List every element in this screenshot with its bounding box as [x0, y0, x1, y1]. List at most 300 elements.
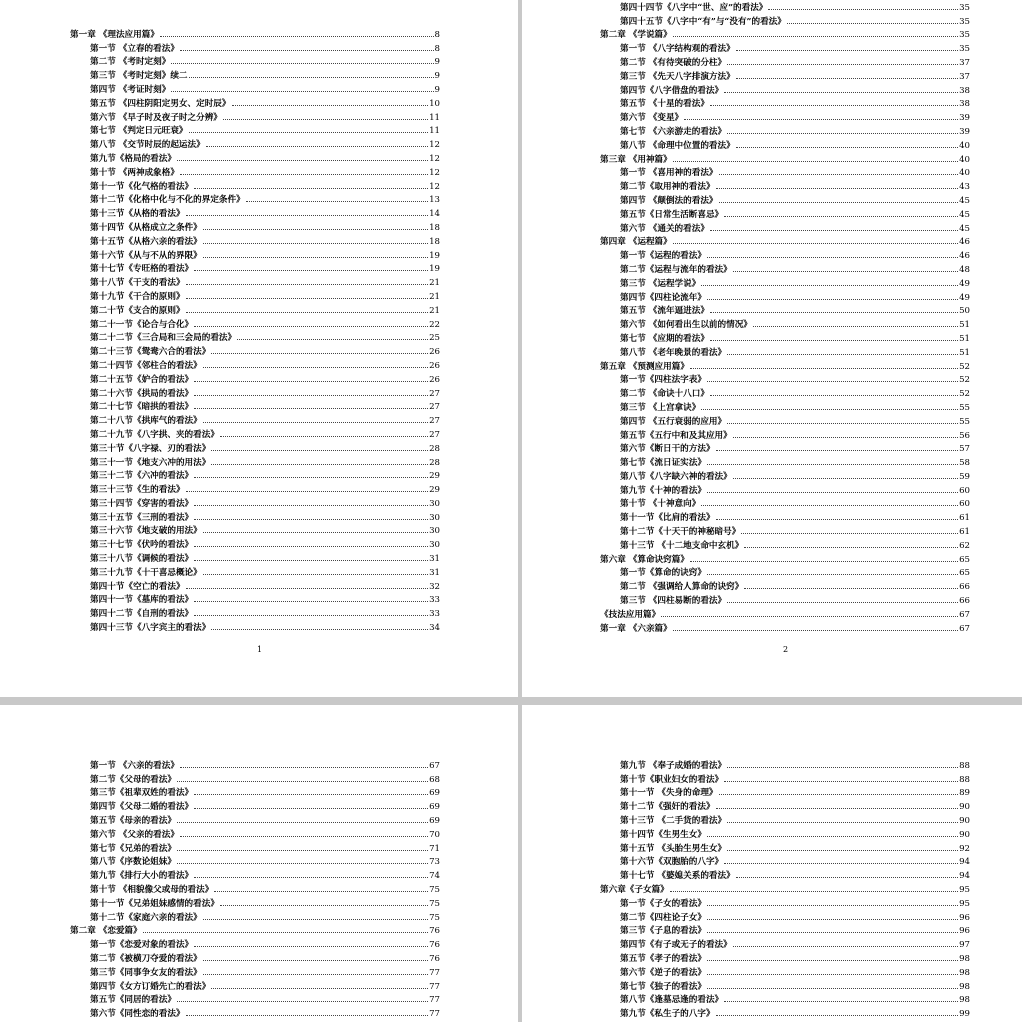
entry-title: 第一节《运程的看法》: [620, 251, 706, 262]
entry-page-number: 33: [429, 609, 440, 620]
toc-section-entry[interactable]: [600, 385, 970, 399]
entry-title: 第十一节《化气格的看法》: [90, 181, 194, 192]
toc-section-entry[interactable]: [600, 137, 970, 151]
toc-section-entry[interactable]: [600, 40, 970, 54]
entry-page-number: 30: [429, 526, 440, 537]
toc-section-entry[interactable]: [600, 523, 970, 537]
toc-section-entry[interactable]: [70, 440, 440, 454]
entry-title: 第十三节 《二手货的看法》: [620, 815, 727, 826]
toc-section-entry[interactable]: [70, 302, 440, 316]
dot-leader: [744, 588, 958, 589]
entry-title: 第十三节《从格的看法》: [90, 209, 185, 220]
toc-section-entry[interactable]: [600, 247, 970, 261]
toc-section-entry[interactable]: [600, 275, 970, 289]
dot-leader: [186, 298, 429, 299]
dot-leader: [753, 326, 958, 327]
entry-page-number: 31: [429, 554, 440, 565]
entry-page-number: 26: [429, 360, 440, 371]
toc-section-entry[interactable]: [70, 619, 440, 633]
entry-title: 第二节《运程与流年的看法》: [620, 264, 732, 275]
toc-chapter-entry[interactable]: [600, 358, 970, 372]
dot-leader: [787, 23, 958, 24]
toc-section-entry[interactable]: [600, 96, 970, 110]
entry-page-number: 61: [959, 527, 970, 538]
entry-title: 第十三节 《十二地支命中玄机》: [620, 540, 744, 551]
toc-section-entry[interactable]: [600, 798, 970, 812]
toc-section-entry[interactable]: [70, 426, 440, 440]
entry-page-number: 26: [429, 374, 440, 385]
entry-title: 第八节 《交节时辰的起运法》: [90, 140, 205, 151]
toc-chapter-entry[interactable]: [600, 606, 970, 620]
toc-section-entry[interactable]: [600, 812, 970, 826]
dot-leader: [186, 588, 429, 589]
dot-leader: [220, 905, 428, 906]
toc-section-entry[interactable]: [70, 771, 440, 785]
entry-page-number: 97: [959, 940, 970, 951]
entry-page-number: 11: [429, 112, 440, 123]
toc-section-entry[interactable]: [70, 605, 440, 619]
toc-section-entry[interactable]: [70, 536, 440, 550]
toc-section-entry[interactable]: [70, 412, 440, 426]
toc-section-entry[interactable]: [70, 330, 440, 344]
dot-leader: [194, 381, 428, 382]
entry-page-number: 65: [959, 554, 970, 565]
entry-title: 第十六节《从与不从的界限》: [90, 250, 202, 261]
toc-chapter-entry[interactable]: [600, 27, 970, 41]
toc-section-entry[interactable]: [70, 399, 440, 413]
dot-leader: [701, 285, 958, 286]
entry-page-number: 90: [959, 829, 970, 840]
entry-title: 第六章 《算命诀窍篇》: [600, 554, 689, 565]
entry-title: 第五节《五行中和及其应用》: [620, 430, 732, 441]
dot-leader: [724, 863, 958, 864]
toc-section-entry[interactable]: [70, 136, 440, 150]
toc-chapter-entry[interactable]: [70, 26, 440, 40]
toc-section-entry[interactable]: [70, 798, 440, 812]
dot-leader: [716, 519, 959, 520]
entry-title: 第三节《祖辈双姓的看法》: [90, 788, 194, 799]
entry-title: 第五节 《四柱阴阳定男女、定时辰》: [90, 98, 231, 109]
entry-page-number: 35: [959, 16, 970, 27]
entry-page-number: 48: [959, 264, 970, 275]
toc-section-entry[interactable]: [600, 468, 970, 482]
toc-section-entry[interactable]: [600, 840, 970, 854]
entry-page-number: 69: [429, 802, 440, 813]
toc-section-entry[interactable]: [600, 316, 970, 330]
dot-leader: [177, 850, 428, 851]
toc-section-entry[interactable]: [70, 495, 440, 509]
toc-section-entry[interactable]: [600, 978, 970, 992]
toc-section-entry[interactable]: [70, 481, 440, 495]
entry-page-number: 37: [959, 57, 970, 68]
toc-section-entry[interactable]: [600, 909, 970, 923]
toc-section-entry[interactable]: [70, 578, 440, 592]
entry-page-number: 39: [959, 126, 970, 137]
entry-title: 第三十六节《地支破的用法》: [90, 526, 202, 537]
toc-section-entry[interactable]: [70, 95, 440, 109]
toc-section-entry[interactable]: [600, 192, 970, 206]
dot-leader: [690, 368, 958, 369]
entry-page-number: 43: [959, 182, 970, 193]
entry-title: 第三节 《先天八字排演方法》: [620, 71, 735, 82]
entry-title: 第五节 《流年逼进法》: [620, 306, 709, 317]
entry-title: 第八节《逢墓忌逢的看法》: [620, 995, 724, 1006]
toc-section-entry[interactable]: [70, 357, 440, 371]
page-number: 2: [783, 645, 789, 654]
entry-title: 第三章 《用神篇》: [600, 154, 672, 165]
toc-section-entry[interactable]: [70, 385, 440, 399]
entry-title: 第十一节《比肩的看法》: [620, 513, 715, 524]
toc-section-entry[interactable]: [70, 274, 440, 288]
entry-title: 第四节《有子或无子的看法》: [620, 940, 732, 951]
toc-section-entry[interactable]: [600, 950, 970, 964]
dot-leader: [203, 367, 428, 368]
toc-section-entry[interactable]: [600, 123, 970, 137]
entry-page-number: 35: [959, 30, 970, 41]
toc-section-entry[interactable]: [70, 992, 440, 1006]
toc-section-entry[interactable]: [600, 261, 970, 275]
entry-page-number: 70: [429, 829, 440, 840]
entry-page-number: 52: [959, 361, 970, 372]
dot-leader: [186, 491, 429, 492]
dot-leader: [719, 174, 959, 175]
toc-chapter-entry[interactable]: [600, 881, 970, 895]
toc-section-entry[interactable]: [600, 372, 970, 386]
toc-section-entry[interactable]: [70, 164, 440, 178]
toc-section-entry[interactable]: [70, 812, 440, 826]
dot-leader: [724, 781, 958, 782]
entry-title: 第四十三节《八字宾主的看法》: [90, 623, 211, 634]
entry-title: 第四节 《颠倒法的看法》: [620, 195, 718, 206]
toc-section-entry[interactable]: [70, 343, 440, 357]
toc-chapter-entry[interactable]: [600, 151, 970, 165]
toc-section-entry[interactable]: [600, 964, 970, 978]
entry-title: 第五节《同居的看法》: [90, 995, 176, 1006]
toc-section-entry[interactable]: [600, 165, 970, 179]
entry-title: 第十节《职业妇女的看法》: [620, 774, 724, 785]
dot-leader: [160, 36, 434, 37]
dot-leader: [724, 216, 958, 217]
entry-page-number: 49: [959, 278, 970, 289]
toc-section-entry[interactable]: [600, 441, 970, 455]
entry-title: 第三十九节《十干喜忌概论》: [90, 567, 202, 578]
dot-leader: [220, 436, 428, 437]
entry-title: 第一章 《六亲篇》: [600, 623, 672, 634]
entry-page-number: 9: [434, 57, 440, 68]
toc-section-entry[interactable]: [600, 0, 970, 13]
dot-leader: [736, 877, 958, 878]
toc-chapter-entry[interactable]: [600, 234, 970, 248]
dot-leader: [710, 230, 958, 231]
dot-leader: [203, 574, 428, 575]
entry-page-number: 31: [429, 567, 440, 578]
toc-section-entry[interactable]: [70, 316, 440, 330]
toc-section-entry[interactable]: [70, 67, 440, 81]
toc-section-entry[interactable]: [70, 54, 440, 68]
toc-section-entry[interactable]: [600, 399, 970, 413]
entry-title: 第十五节 《头胎生男生女》: [620, 843, 727, 854]
entry-page-number: 38: [959, 99, 970, 110]
entry-page-number: 77: [429, 981, 440, 992]
entry-page-number: 77: [429, 995, 440, 1006]
entry-page-number: 12: [429, 181, 440, 192]
toc-section-entry[interactable]: [70, 592, 440, 606]
dot-leader: [710, 340, 958, 341]
entry-page-number: 28: [429, 457, 440, 468]
entry-title: 《技法应用篇》: [600, 609, 661, 620]
toc-section-entry[interactable]: [70, 205, 440, 219]
toc-section-entry[interactable]: [600, 496, 970, 510]
toc-section-entry[interactable]: [70, 288, 440, 302]
entry-title: 第三十八节《调候的看法》: [90, 554, 194, 565]
toc-section-entry[interactable]: [70, 854, 440, 868]
entry-page-number: 30: [429, 512, 440, 523]
dot-leader: [727, 822, 958, 823]
dot-leader: [171, 91, 433, 92]
toc-section-entry[interactable]: [600, 936, 970, 950]
toc-section-entry[interactable]: [70, 826, 440, 840]
toc-section-entry[interactable]: [70, 895, 440, 909]
toc-section-entry[interactable]: [600, 303, 970, 317]
toc-section-entry[interactable]: [70, 909, 440, 923]
toc-page-4: [522, 705, 1022, 1022]
dot-leader: [707, 464, 958, 465]
dot-leader: [186, 284, 429, 285]
dot-leader: [724, 1001, 958, 1002]
dot-leader: [701, 505, 958, 506]
toc-chapter-entry[interactable]: [600, 551, 970, 565]
toc-section-entry[interactable]: [70, 261, 440, 275]
entry-page-number: 19: [429, 250, 440, 261]
toc-section-entry[interactable]: [70, 840, 440, 854]
toc-section-entry[interactable]: [600, 220, 970, 234]
toc-section-entry[interactable]: [600, 992, 970, 1006]
entry-page-number: 8: [434, 29, 440, 40]
toc-section-entry[interactable]: [600, 1005, 970, 1019]
toc-section-entry[interactable]: [600, 578, 970, 592]
entry-title: 第一节 《八字结构观的看法》: [620, 44, 735, 55]
toc-section-entry[interactable]: [600, 895, 970, 909]
toc-section-entry[interactable]: [70, 109, 440, 123]
toc-section-entry[interactable]: [600, 537, 970, 551]
dot-leader: [189, 77, 434, 78]
toc-section-entry[interactable]: [70, 785, 440, 799]
toc-section-entry[interactable]: [600, 206, 970, 220]
toc-section-entry[interactable]: [70, 123, 440, 137]
dot-leader: [194, 519, 428, 520]
entry-title: 第十一节 《失身的命理》: [620, 788, 718, 799]
toc-section-entry[interactable]: [70, 150, 440, 164]
entry-title: 第四十一节《墓库的看法》: [90, 595, 194, 606]
toc-section-entry[interactable]: [600, 413, 970, 427]
entry-title: 第二节《四柱论子女》: [620, 912, 706, 923]
dot-leader: [727, 354, 958, 355]
toc-section-entry[interactable]: [70, 978, 440, 992]
toc-section-entry[interactable]: [70, 247, 440, 261]
dot-leader: [716, 1015, 959, 1016]
page-number: 1: [257, 645, 263, 654]
dot-leader: [727, 767, 958, 768]
toc-section-entry[interactable]: [600, 344, 970, 358]
toc-section-entry[interactable]: [70, 178, 440, 192]
entry-title: 第十四节《从格成立之条件》: [90, 222, 202, 233]
toc-section-entry[interactable]: [600, 785, 970, 799]
toc-section-entry[interactable]: [600, 565, 970, 579]
toc-section-entry[interactable]: [600, 109, 970, 123]
entry-page-number: 66: [959, 582, 970, 593]
toc-section-entry[interactable]: [600, 54, 970, 68]
toc-section-entry[interactable]: [600, 482, 970, 496]
toc-section-entry[interactable]: [70, 219, 440, 233]
entry-page-number: 18: [429, 236, 440, 247]
entry-title: 第三节 《上宫拿诀》: [620, 402, 701, 413]
entry-title: 第四节《四柱论流年》: [620, 292, 706, 303]
dot-leader: [710, 395, 958, 396]
entry-title: 第三十一节《地支六冲的用法》: [90, 457, 211, 468]
dot-leader: [716, 808, 959, 809]
toc-section-entry[interactable]: [70, 371, 440, 385]
entry-title: 第二十九节《八字拱、夹的看法》: [90, 429, 219, 440]
entry-title: 第十节 《相貌像父或母的看法》: [90, 884, 214, 895]
dot-leader: [203, 919, 428, 920]
toc-section-entry[interactable]: [600, 13, 970, 27]
toc-section-entry[interactable]: [600, 178, 970, 192]
dot-leader: [736, 50, 958, 51]
dot-leader: [211, 464, 428, 465]
toc-section-entry[interactable]: [70, 950, 440, 964]
toc-section-entry[interactable]: [600, 454, 970, 468]
entry-page-number: 55: [959, 416, 970, 427]
entry-page-number: 75: [429, 912, 440, 923]
toc-section-entry[interactable]: [70, 81, 440, 95]
entry-page-number: 21: [429, 305, 440, 316]
toc-section-entry[interactable]: [600, 427, 970, 441]
entry-title: 第六节 《变星》: [620, 113, 684, 124]
entry-title: 第四十四节《八字中“世、应”的看法》: [620, 2, 768, 13]
entry-page-number: 13: [429, 195, 440, 206]
entry-title: 第五节《孝子的看法》: [620, 953, 706, 964]
dot-leader: [186, 1015, 429, 1016]
toc-section-entry[interactable]: [70, 1005, 440, 1019]
toc-section-entry[interactable]: [600, 82, 970, 96]
toc-section-entry[interactable]: [70, 192, 440, 206]
toc-section-entry[interactable]: [70, 964, 440, 978]
entry-page-number: 21: [429, 278, 440, 289]
entry-title: 第一节 《立春的看法》: [90, 43, 179, 54]
dot-leader: [707, 574, 958, 575]
toc-section-entry[interactable]: [70, 564, 440, 578]
toc-section-entry[interactable]: [70, 936, 440, 950]
entry-title: 第八节《八字缺六神的看法》: [620, 471, 732, 482]
dot-leader: [180, 836, 428, 837]
entry-page-number: 46: [959, 251, 970, 262]
toc-section-entry[interactable]: [70, 550, 440, 564]
dot-leader: [701, 409, 958, 410]
entry-title: 第四节 《五行衰弱的应用》: [620, 416, 727, 427]
entry-page-number: 9: [434, 84, 440, 95]
dot-leader: [707, 492, 958, 493]
dot-leader: [180, 767, 428, 768]
toc-section-entry[interactable]: [600, 826, 970, 840]
entry-page-number: 29: [429, 471, 440, 482]
dot-leader: [707, 960, 958, 961]
toc-section-entry[interactable]: [70, 867, 440, 881]
dot-leader: [194, 408, 428, 409]
entry-title: 第十二节《强奸的看法》: [620, 802, 715, 813]
toc-list: [600, 0, 970, 634]
dot-leader: [733, 271, 958, 272]
toc-section-entry[interactable]: [70, 40, 440, 54]
toc-section-entry[interactable]: [600, 68, 970, 82]
toc-section-entry[interactable]: [70, 509, 440, 523]
dot-leader: [203, 422, 428, 423]
dot-leader: [237, 339, 428, 340]
entry-title: 第三十三节《生的看法》: [90, 485, 185, 496]
entry-page-number: 92: [959, 843, 970, 854]
toc-section-entry[interactable]: [600, 923, 970, 937]
toc-section-entry[interactable]: [600, 771, 970, 785]
dot-leader: [177, 863, 428, 864]
toc-section-entry[interactable]: [600, 289, 970, 303]
dot-leader: [203, 532, 428, 533]
toc-section-entry[interactable]: [600, 509, 970, 523]
entry-title: 第四章 《运程篇》: [600, 237, 672, 248]
entry-page-number: 99: [959, 1009, 970, 1020]
toc-page-2: [522, 0, 1022, 697]
toc-section-entry[interactable]: [600, 592, 970, 606]
entry-page-number: 76: [429, 953, 440, 964]
entry-title: 第十节 《十神意向》: [620, 499, 701, 510]
toc-section-entry[interactable]: [600, 757, 970, 771]
entry-page-number: 52: [959, 375, 970, 386]
entry-page-number: 37: [959, 71, 970, 82]
dot-leader: [194, 615, 428, 616]
toc-chapter-entry[interactable]: [600, 620, 970, 634]
toc-section-entry[interactable]: [70, 468, 440, 482]
toc-section-entry[interactable]: [600, 330, 970, 344]
entry-title: 第三节 《考时定刻》续二: [90, 71, 188, 82]
toc-section-entry[interactable]: [70, 757, 440, 771]
dot-leader: [710, 105, 958, 106]
entry-title: 第一节《子女的看法》: [620, 898, 706, 909]
toc-section-entry[interactable]: [600, 867, 970, 881]
entry-page-number: 12: [429, 140, 440, 151]
entry-title: 第九节《格局的看法》: [90, 153, 176, 164]
entry-title: 第六节《逆子的看法》: [620, 967, 706, 978]
entry-page-number: 69: [429, 788, 440, 799]
entry-title: 第七节《兄弟的看法》: [90, 843, 176, 854]
toc-section-entry[interactable]: [70, 454, 440, 468]
entry-page-number: 55: [959, 402, 970, 413]
dot-leader: [194, 560, 428, 561]
dot-leader: [673, 161, 958, 162]
entry-title: 第二十一节《论合与合化》: [90, 319, 194, 330]
dot-leader: [186, 215, 429, 216]
entry-title: 第二十五节《妒合的看法》: [90, 374, 194, 385]
entry-page-number: 58: [959, 458, 970, 469]
entry-title: 第二节《被横刀夺爱的看法》: [90, 953, 202, 964]
entry-page-number: 76: [429, 926, 440, 937]
toc-chapter-entry[interactable]: [70, 923, 440, 937]
toc-section-entry[interactable]: [600, 854, 970, 868]
toc-section-entry[interactable]: [70, 881, 440, 895]
entry-page-number: 59: [959, 471, 970, 482]
toc-section-entry[interactable]: [70, 523, 440, 537]
entry-title: 第二节《父母的看法》: [90, 774, 176, 785]
entry-title: 第三十二节《六冲的看法》: [90, 471, 194, 482]
toc-section-entry[interactable]: [70, 233, 440, 247]
entry-page-number: 62: [959, 540, 970, 551]
